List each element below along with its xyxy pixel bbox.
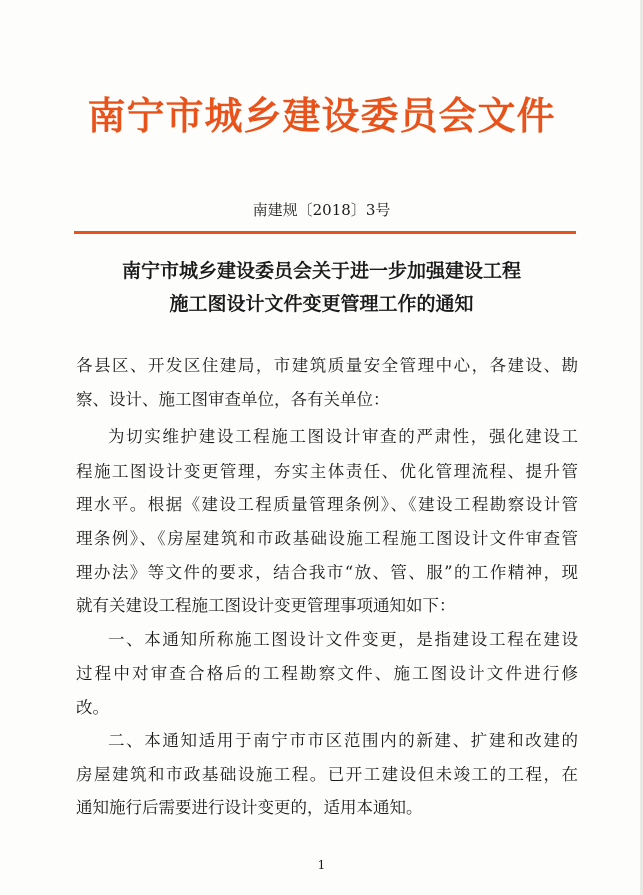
document-number: 南建规〔2018〕3号: [252, 201, 391, 219]
body-line: 程施工图设计变更管理，夯实主体责任、优化管理流程、提升管: [76, 462, 578, 481]
body-line: 理水平。根据《建设工程质量管理条例》、《建设工程勘察设计管: [76, 495, 578, 514]
body-line: 就有关建设工程施工图设计变更管理事项通知如下：: [76, 596, 456, 615]
body-line: 房屋建筑和市政基础设施工程。已开工建设但未竣工的工程，在: [76, 765, 578, 784]
body-line: 为切实维护建设工程施工图设计审查的严肃性，强化建设工: [108, 427, 578, 446]
body-line: 改。: [76, 698, 109, 717]
body-line: 通知施行后需要进行设计变更的，适用本通知。: [76, 798, 423, 817]
body-line: 理办法》等文件的要求，结合我市“放、管、服”的工作精神，现: [76, 563, 578, 582]
notice-title-line-2: 施工图设计文件变更管理工作的通知: [169, 293, 474, 315]
body-line: 察、设计、施工图审查单位，各有关单位：: [76, 390, 390, 409]
body-line: 各县区、开发区住建局，市建筑质量安全管理中心，各建设、勘: [76, 356, 578, 375]
agency-title: 南宁市城乡建设委员会文件: [87, 93, 556, 138]
page-number: 1: [317, 858, 326, 872]
notice-title-line-1: 南宁市城乡建设委员会关于进一步加强建设工程: [121, 260, 521, 282]
body-line: 过程中对审查合格后的工程勘察文件、施工图设计文件进行修: [76, 664, 578, 683]
body-line: 理条例》、《房屋建筑和市政基础设施工程施工图设计文件审查管: [76, 529, 578, 548]
body-line: 二、本通知适用于南宁市市区范围内的新建、扩建和改建的: [108, 731, 578, 750]
body-line: 一、本通知所称施工图设计文件变更，是指建设工程在建设: [108, 630, 578, 649]
red-divider-line: [74, 231, 576, 234]
